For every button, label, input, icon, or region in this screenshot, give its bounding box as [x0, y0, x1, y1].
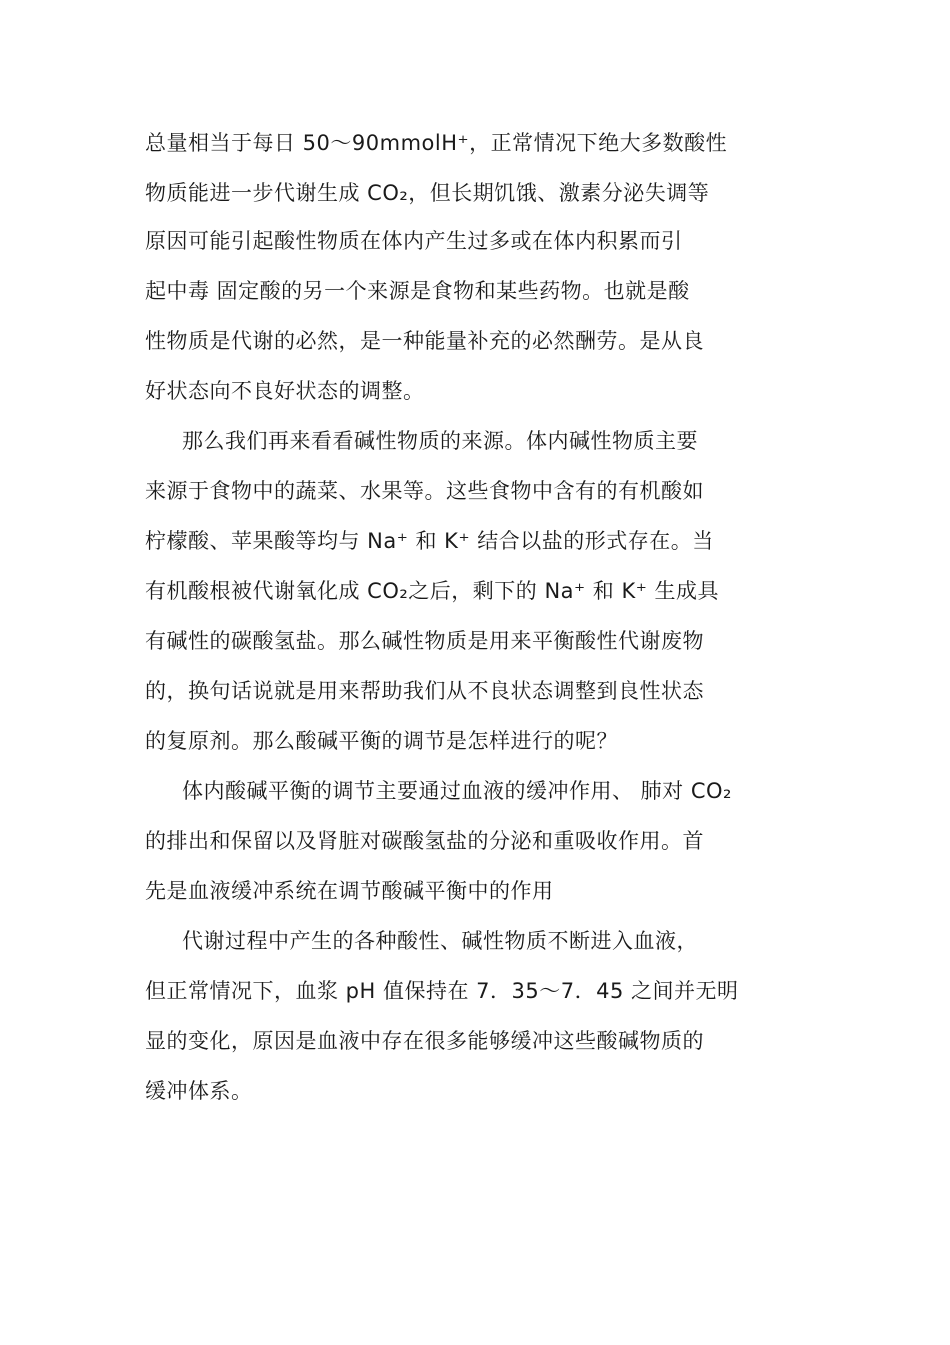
text-line: 的排出和保留以及肾脏对碳酸氢盐的分泌和重吸收作用。首 [145, 829, 704, 853]
text-line: 性物质是代谢的必然，是一种能量补充的必然酬劳。是从良 [145, 329, 704, 353]
paragraph-start-line: 那么我们再来看看碱性物质的来源。体内碱性物质主要 [182, 429, 698, 453]
text-line: 来源于食物中的蔬菜、水果等。这些食物中含有的有机酸如 [145, 479, 704, 503]
paragraph-start-line: 代谢过程中产生的各种酸性、碱性物质不断进入血液， [182, 929, 698, 953]
text-line: 有碱性的碳酸氢盐。那么碱性物质是用来平衡酸性代谢废物 [145, 629, 704, 653]
text-line: 缓冲体系。 [145, 1079, 253, 1103]
text-line: 总量相当于每日 50～90mmolH⁺，正常情况下绝大多数酸性 [145, 131, 728, 155]
text-line: 先是血液缓冲系统在调节酸碱平衡中的作用 [145, 879, 554, 903]
text-line: 但正常情况下，血浆 pH 值保持在 7．35～7．45 之间并无明 [145, 979, 739, 1003]
text-line: 柠檬酸、苹果酸等均与 Na⁺ 和 K⁺ 结合以盐的形式存在。当 [145, 529, 714, 553]
text-line: 起中毒 固定酸的另一个来源是食物和某些药物。也就是酸 [145, 279, 690, 303]
text-line: 原因可能引起酸性物质在体内产生过多或在体内积累而引 [145, 229, 683, 253]
paragraph-start-line: 体内酸碱平衡的调节主要通过血液的缓冲作用、 肺对 CO₂ [182, 779, 732, 803]
text-line: 的复原剂。那么酸碱平衡的调节是怎样进行的呢？ [145, 729, 618, 753]
text-line: 有机酸根被代谢氧化成 CO₂之后，剩下的 Na⁺ 和 K⁺ 生成具 [145, 579, 720, 603]
text-line: 的，换句话说就是用来帮助我们从不良状态调整到良性状态 [145, 679, 704, 703]
text-line: 物质能进一步代谢生成 CO₂，但长期饥饿、激素分泌失调等 [145, 181, 710, 205]
text-line: 显的变化，原因是血液中存在很多能够缓冲这些酸碱物质的 [145, 1029, 704, 1053]
text-line: 好状态向不良好状态的调整。 [145, 379, 425, 403]
